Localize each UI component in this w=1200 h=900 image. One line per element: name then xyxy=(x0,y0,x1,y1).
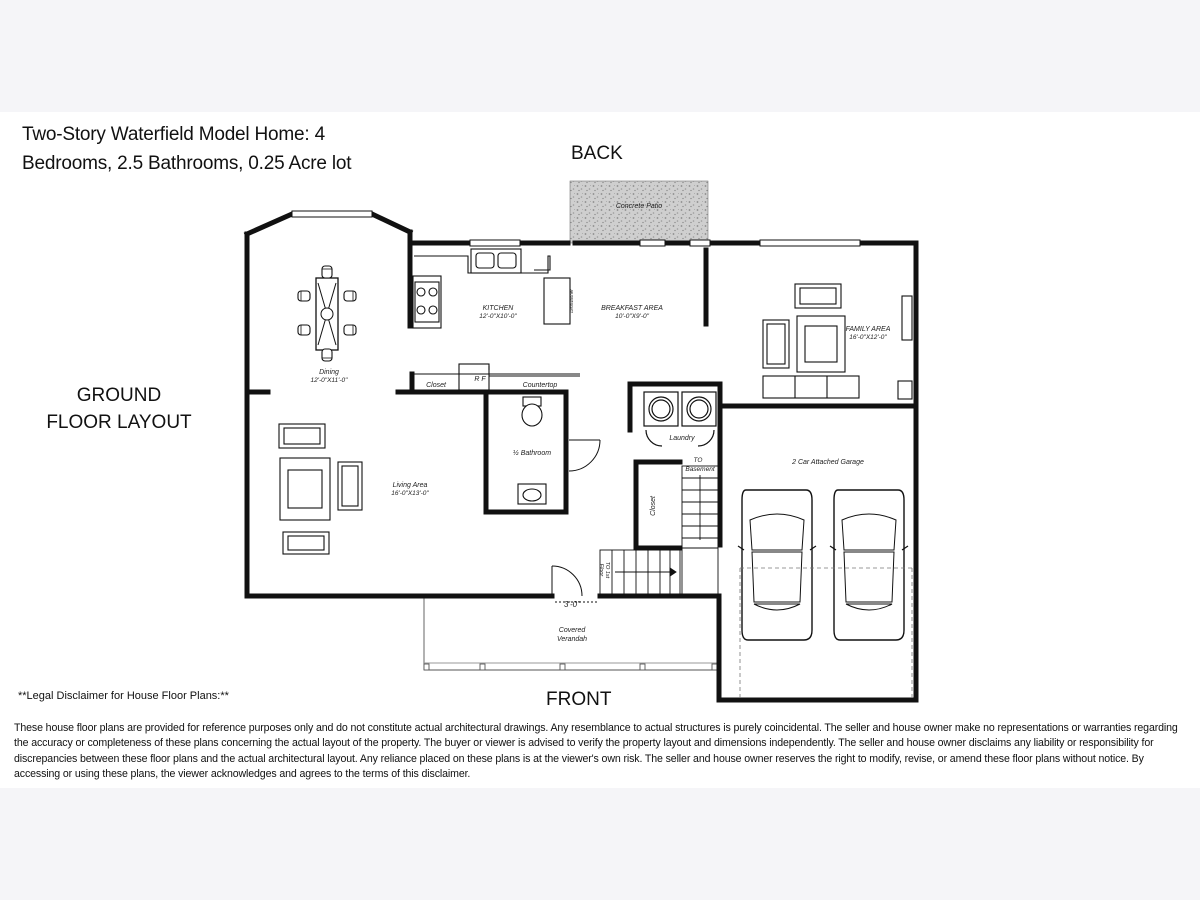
label-dining-dim: 12'-0"X11'-0" xyxy=(310,377,348,384)
label-closet-side: Closet xyxy=(650,496,657,516)
family-furniture xyxy=(763,284,912,399)
label-family: FAMILY AREA xyxy=(845,326,891,333)
dining-table xyxy=(298,266,356,361)
concrete-patio xyxy=(570,181,708,243)
floor-label-line1: GROUND xyxy=(76,385,162,406)
disclaimer-heading: **Legal Disclaimer for House Floor Plans:** xyxy=(18,690,229,702)
label-countertop: Countertop xyxy=(522,382,558,389)
label-to-basement-2: Basement xyxy=(685,466,715,473)
plan-title-line1: Two-Story Waterfield Model Home: 4 xyxy=(22,124,325,145)
label-verandah-1: Covered xyxy=(558,627,586,634)
stairs xyxy=(600,466,718,596)
living-furniture xyxy=(279,424,362,554)
label-laundry: Laundry xyxy=(669,435,695,442)
door-swings xyxy=(552,440,600,602)
label-to-floor-2: Floor xyxy=(598,563,604,577)
label-closet-top: Closet xyxy=(426,382,446,389)
back-label: BACK xyxy=(571,143,623,164)
label-verandah-2: Verandah xyxy=(556,636,588,643)
label-kitchen: KITCHEN xyxy=(482,305,514,312)
label-half-bath: ½ Bathroom xyxy=(512,450,552,457)
label-dining: Dining xyxy=(319,369,339,376)
label-dishwasher: Dishwasher xyxy=(569,289,574,313)
front-label: FRONT xyxy=(546,689,612,710)
floor-label-line2: FLOOR LAYOUT xyxy=(46,412,192,433)
label-door-width: 3'-0" xyxy=(564,600,580,609)
disclaimer-body: These house floor plans are provided for reference purposes only and do not constitute actual architectural drawings. Any resemblance to actual structures is purely coincidental. The seller and house owner make no representations or warranties regarding the accuracy or completeness of these plans concerning the actual layout of the property. The buyer or viewer is advised to verify the property layout and dimensions independently. The seller and house owner disclaims any liability or responsibility for discrepancies between these floor plans and the actual architectural layout. Any reliance placed on these plans is at the viewer's own risk. The seller and house owner reserves the right to modify, revise, or amend these floor plans without notice. By accessing or using these plans, the viewer acknowledges and agrees to the terms of this disclaimer. xyxy=(14,722,1178,781)
label-rf: R F xyxy=(474,376,486,383)
label-garage: 2 Car Attached Garage xyxy=(792,459,864,466)
plan-title-line2: Bedrooms, 2.5 Bathrooms, 0.25 Acre lot xyxy=(22,153,352,174)
label-family-dim: 16'-0"X12'-0" xyxy=(849,334,887,341)
label-patio: Concrete Patio xyxy=(615,203,663,210)
label-kitchen-dim: 12'-0"X10'-0" xyxy=(479,313,517,320)
label-living-dim: 16'-0"X13'-0" xyxy=(391,490,429,497)
garage-cars xyxy=(738,490,912,700)
label-living: Living Area xyxy=(392,482,428,489)
label-breakfast: BREAKFAST AREA xyxy=(601,305,663,312)
label-breakfast-dim: 10'-0"X9'-0" xyxy=(615,313,649,320)
label-to-floor-1: TO 1st xyxy=(604,561,610,579)
label-to-basement-1: TO xyxy=(693,457,703,464)
